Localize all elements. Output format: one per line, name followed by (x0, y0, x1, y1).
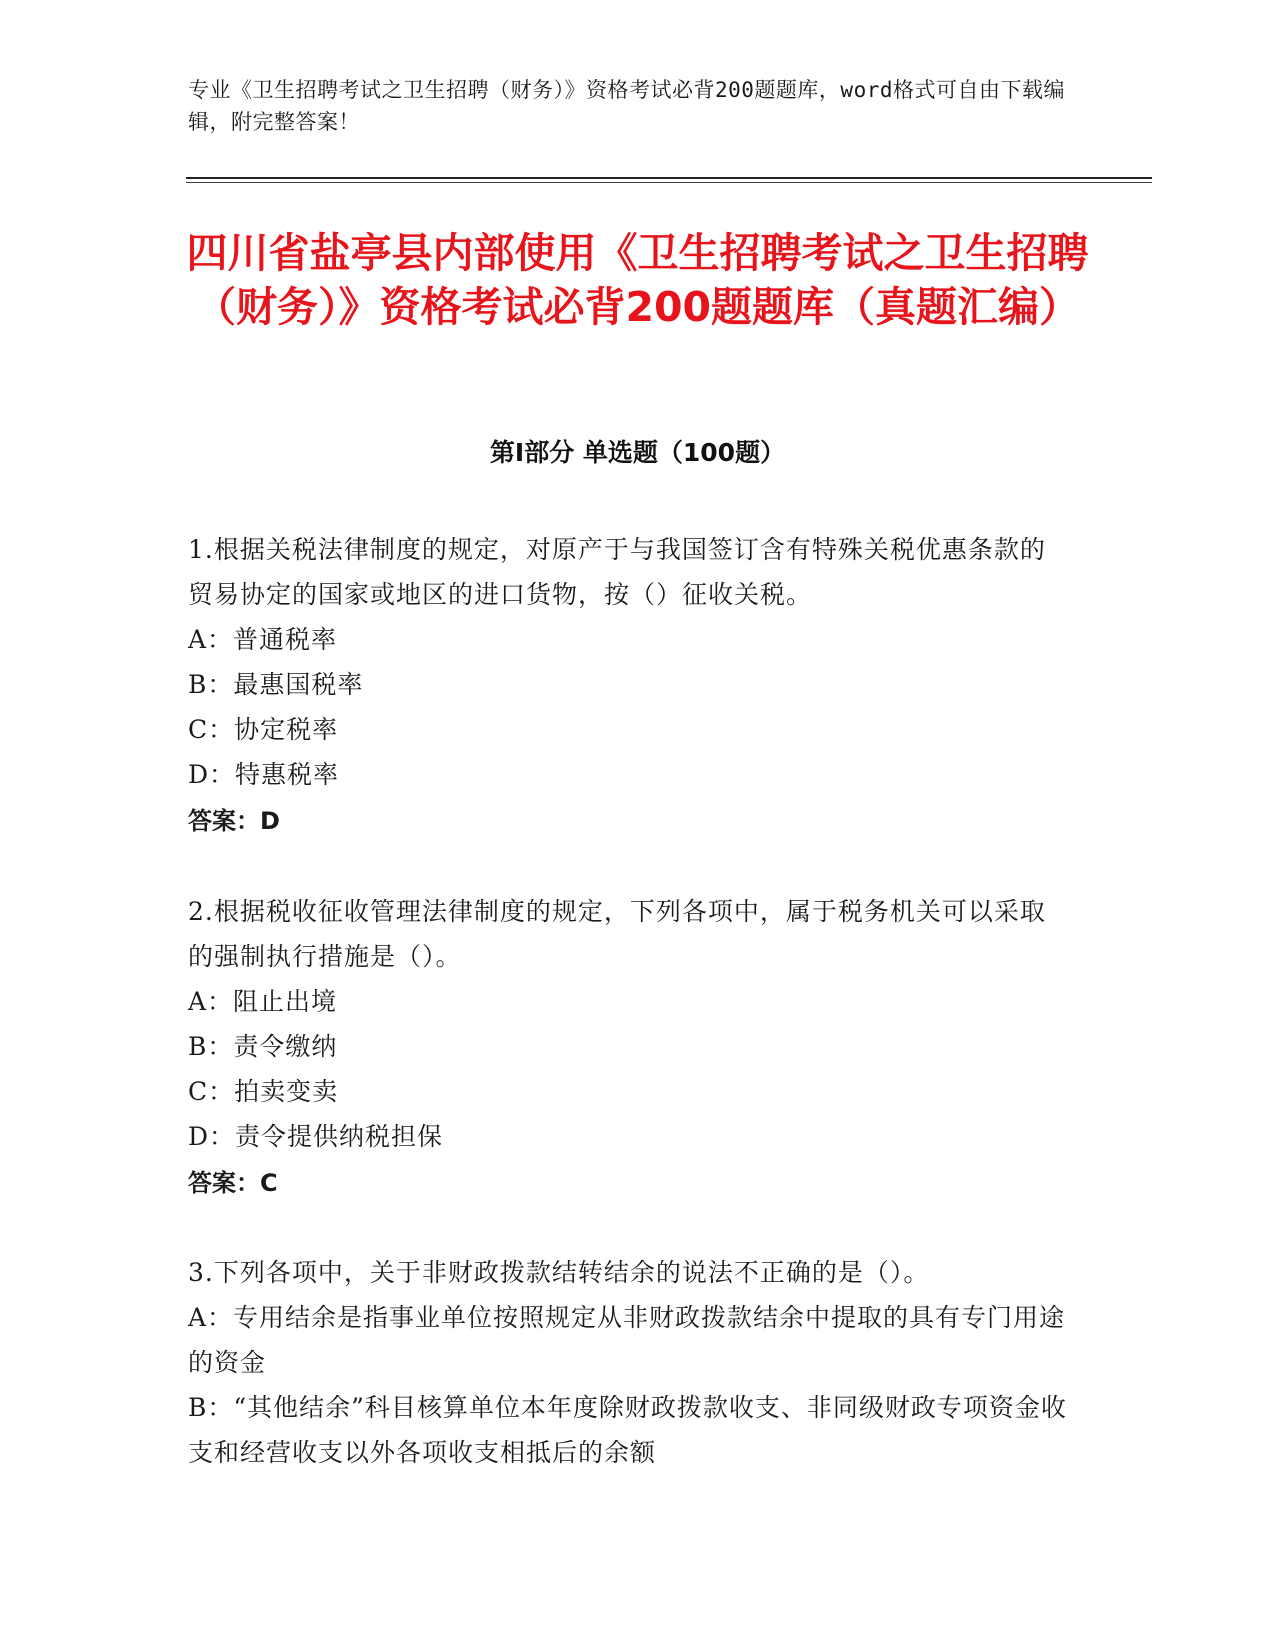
section-title: 第Ⅰ部分 单选题（100题） (489, 438, 786, 467)
option-b: B：“其他结余”科目核算单位本年度除财政拨款收支、非同级财政专项资金收支和经营收支以外各项收支相抵后的余额 (188, 1393, 1067, 1467)
question-1 (188, 527, 1068, 844)
question-stem: 1.根据关税法律制度的规定，对原产于与我国签订含有特殊关税优惠条款的贸易协定的国家或地区的进口货物，按（）征收关税。 (188, 535, 1046, 609)
document-title: 四川省盐亭县内部使用《卫生招聘考试之卫生招聘（财务）》资格考试必背200题题库（真题汇编） (186, 229, 1089, 331)
option-b: B：责令缴纳 (188, 1032, 338, 1061)
header-divider-thin (186, 182, 1152, 183)
option-d: D：责令提供纳税担保 (188, 1122, 444, 1151)
answer: 答案：D (188, 807, 280, 835)
option-c: C：拍卖变卖 (188, 1077, 339, 1106)
question-stem: 3.下列各项中，关于非财政拨款结转结余的说法不正确的是（）。 (188, 1258, 930, 1287)
question-2 (188, 889, 1068, 1206)
question-stem: 2.根据税收征收管理法律制度的规定，下列各项中，属于税务机关可以采取的强制执行措施是（）。 (188, 897, 1046, 971)
header-note: 专业《卫生招聘考试之卫生招聘（财务）》资格考试必背200题题库，word格式可自由下载编辑，附完整答案！ (188, 78, 1065, 134)
option-d: D：特惠税率 (188, 760, 340, 789)
option-a: A：阻止出境 (188, 987, 338, 1016)
option-b: B：最惠国税率 (188, 670, 364, 699)
option-a: A：专用结余是指事业单位按照规定从非财政拨款结余中提取的具有专门用途的资金 (188, 1303, 1066, 1377)
answer: 答案：C (188, 1169, 278, 1197)
header-divider-thick (186, 177, 1152, 179)
option-a: A：普通税率 (188, 625, 338, 654)
question-3 (188, 1250, 1068, 1475)
option-c: C：协定税率 (188, 715, 339, 744)
